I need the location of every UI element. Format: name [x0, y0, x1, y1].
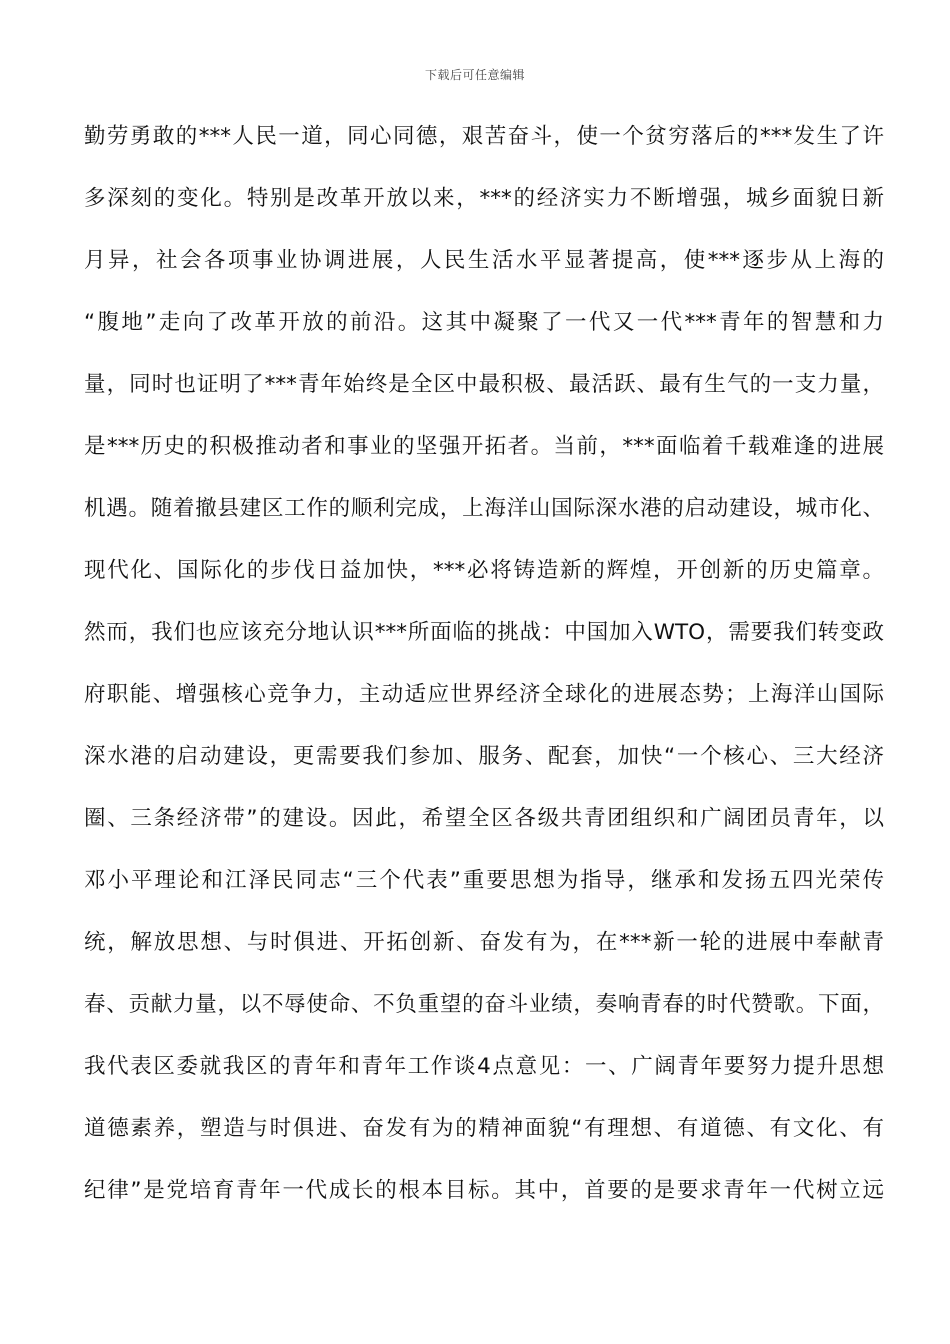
text-line: “腹地”走向了改革开放的前沿。这其中凝聚了一代又一代***青年的智慧和力	[84, 310, 884, 335]
text-line: 统，解放思想、与时俱进、开拓创新、奋发有为，在***新一轮的进展中奉献青	[84, 930, 884, 955]
text-line: 我代表区委就我区的青年和青年工作谈4点意见：一、广阔青年要努力提升思想	[84, 1054, 884, 1079]
text-line: 纪律”是党培育青年一代成长的根本目标。其中，首要的是要求青年一代树立远	[84, 1178, 884, 1203]
body-text	[84, 112, 884, 1228]
text-line: 机遇。随着撤县建区工作的顺利完成，上海洋山国际深水港的启动建设，城市化、	[84, 496, 884, 521]
text-line: 邓小平理论和江泽民同志“三个代表”重要思想为指导，继承和发扬五四光荣传	[84, 868, 884, 893]
text-line: 然而，我们也应该充分地认识***所面临的挑战：中国加入WTO，需要我们转变政	[84, 620, 884, 645]
text-line: 府职能、增强核心竞争力，主动适应世界经济全球化的进展态势；上海洋山国际	[84, 682, 884, 707]
text-line: 圈、三条经济带”的建设。因此，希望全区各级共青团组织和广阔团员青年，以	[84, 806, 884, 831]
header-note: 下载后可任意编辑	[424, 68, 525, 82]
text-line: 月异，社会各项事业协调进展，人民生活水平显著提高，使***逐步从上海的	[84, 248, 884, 273]
text-line: 深水港的启动建设，更需要我们参加、服务、配套，加快“一个核心、三大经济	[84, 744, 884, 769]
text-line: 多深刻的变化。特别是改革开放以来，***的经济实力不断增强，城乡面貌日新	[84, 186, 884, 211]
text-line: 现代化、国际化的步伐日益加快，***必将铸造新的辉煌，开创新的历史篇章。	[84, 558, 884, 583]
text-line: 是***历史的积极推动者和事业的坚强开拓者。当前，***面临着千载难逢的进展	[84, 434, 884, 459]
text-line: 春、贡献力量，以不辱使命、不负重望的奋斗业绩，奏响青春的时代赞歌。下面，	[84, 992, 884, 1017]
text-line: 量，同时也证明了***青年始终是全区中最积极、最活跃、最有生气的一支力量，	[84, 372, 884, 397]
text-line: 勤劳勇敢的***人民一道，同心同德，艰苦奋斗，使一个贫穷落后的***发生了许	[84, 124, 884, 149]
text-line: 道德素养，塑造与时俱进、奋发有为的精神面貌“有理想、有道德、有文化、有	[84, 1116, 884, 1141]
